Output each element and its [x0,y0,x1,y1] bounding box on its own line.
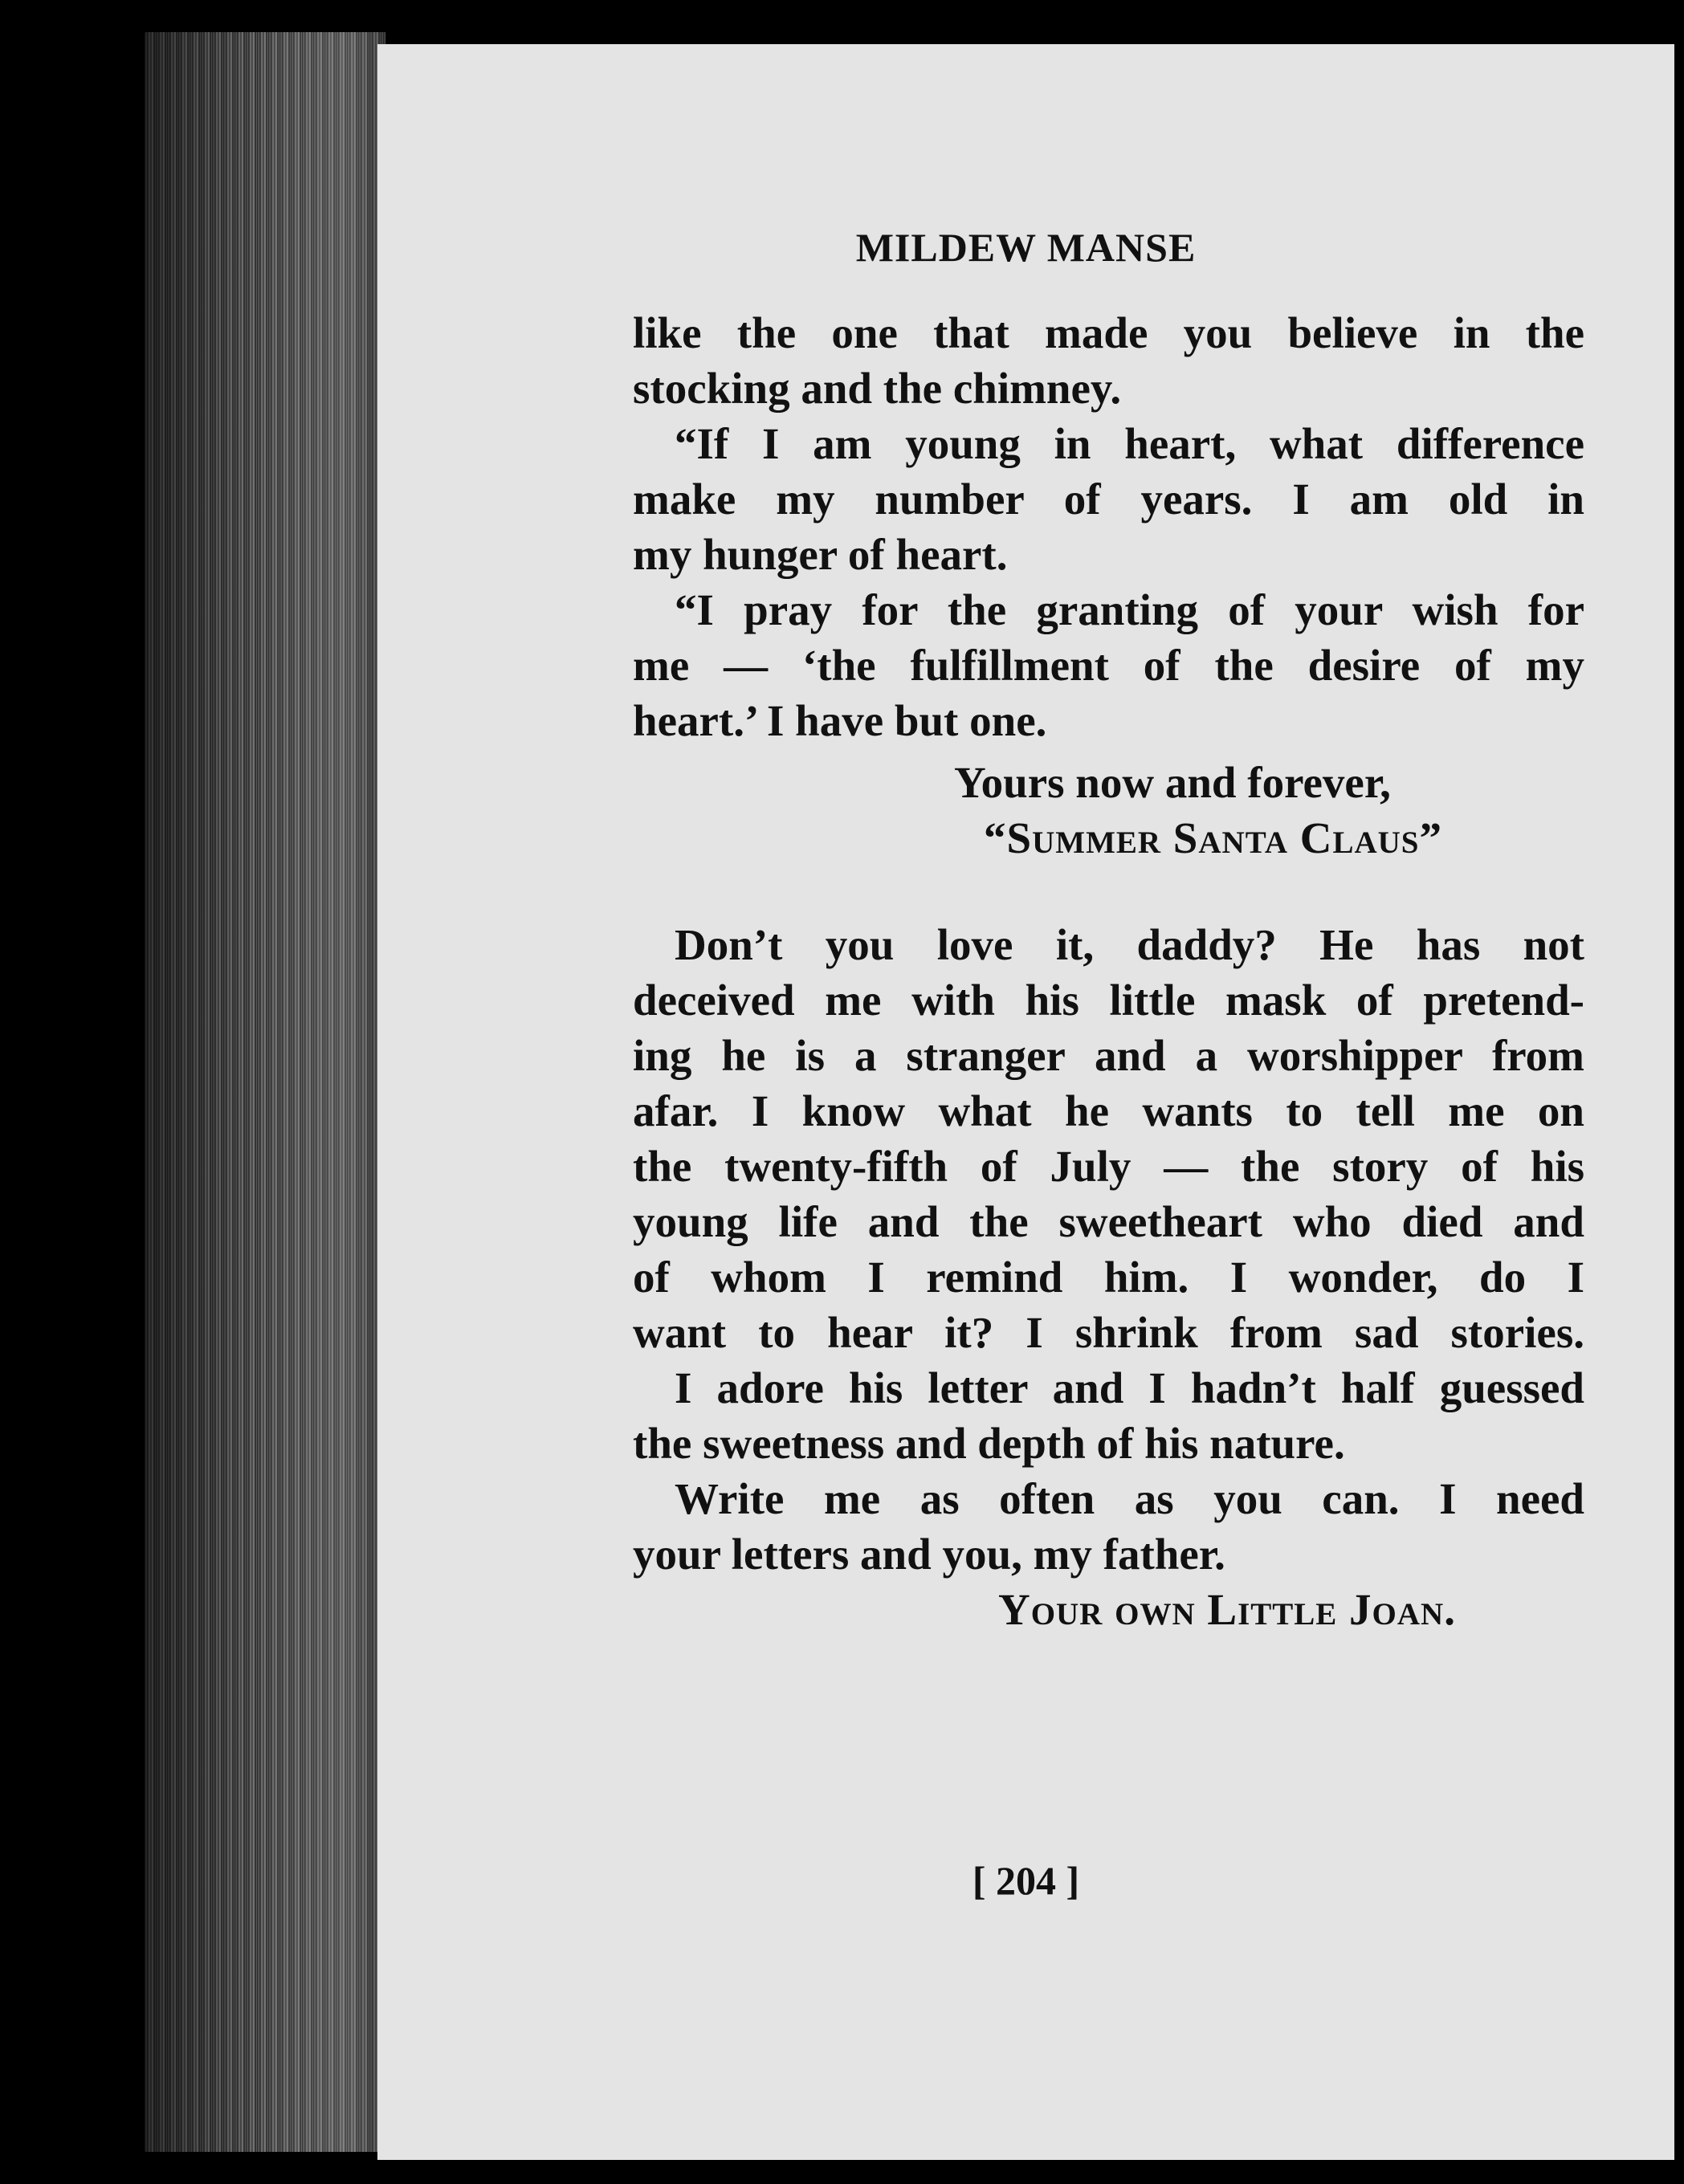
body-text [633,305,1584,1637]
text-line: I adore his letter and I hadn’t half guessed [675,1363,1584,1412]
text-line: of whom I remind him. I wonder, do I [633,1253,1584,1302]
book-page [377,44,1674,2160]
letter-signature: “Summer Santa Claus” [984,813,1443,862]
text-line: Don’t you love it, daddy? He has not [675,920,1584,969]
text-line: afar. I know what he wants to tell me on [633,1086,1584,1135]
text-line: stocking and the chimney. [633,364,1122,413]
final-signature: Your own Little Joan. [998,1585,1456,1634]
text-line: my hunger of heart. [633,530,1008,579]
text-line: Write me as often as you can. I need [675,1474,1584,1523]
text-line: “I pray for the granting of your wish for [675,585,1584,634]
text-line: heart.’ I have but one. [633,696,1047,745]
text-line: the sweetness and depth of his nature. [633,1419,1345,1468]
text-line: like the one that made you believe in the [633,308,1584,357]
page-fore-edge [145,32,385,2152]
running-head: MILDEW MANSE [855,225,1197,270]
text-line: deceived me with his little mask of pretend- [633,976,1584,1025]
text-line: ing he is a stranger and a worshipper from [633,1031,1584,1080]
page-number: [ 204 ] [972,1858,1080,1903]
text-line: young life and the sweetheart who died and [633,1197,1584,1246]
text-line: make my number of years. I am old in [633,475,1584,524]
letter-closing: Yours now and forever, [954,758,1391,807]
text-line: “If I am young in heart, what difference [675,419,1584,468]
text-line: me — ‘the fulfillment of the desire of my [633,641,1584,690]
text-line: the twenty-fifth of July — the story of his [633,1142,1584,1191]
text-line: your letters and you, my father. [633,1530,1225,1579]
section-gap [633,866,1584,917]
text-line: want to hear it? I shrink from sad stories. [633,1308,1584,1357]
